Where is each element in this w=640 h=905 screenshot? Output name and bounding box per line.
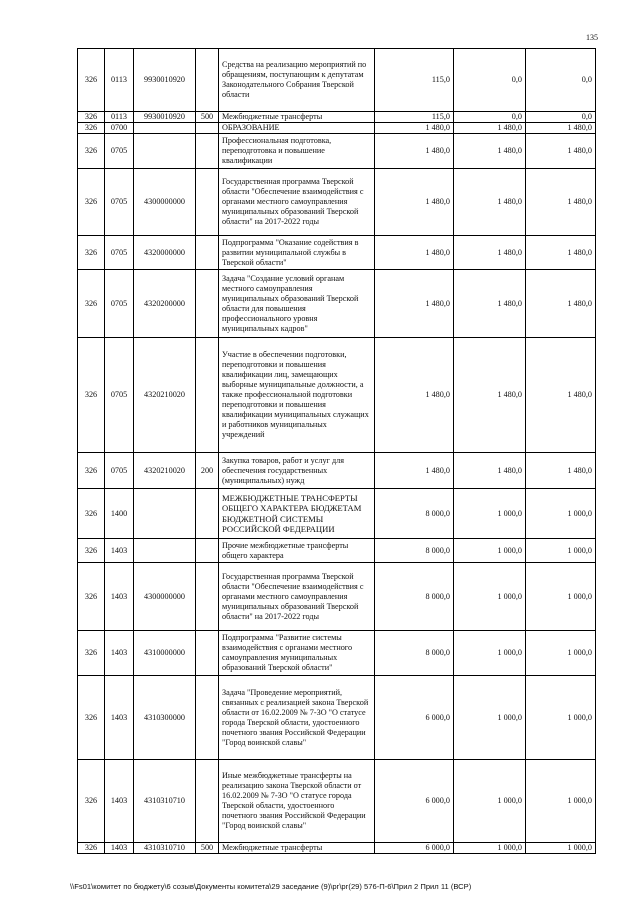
cell-name: Иные межбюджетные трансферты на реализацию закона Тверской области от 16.02.2009 № 7-ЗО "О статусе города Тверской области, удостоенного почетного звания Российской Федерации "Город воинской славы" [219,760,375,843]
table-row [78,843,596,854]
cell-rz: 1403 [105,676,134,760]
table-row [78,134,596,169]
cell-vr: 500 [196,112,219,123]
cell-cs: 4310300000 [134,676,196,760]
cell-cs [134,489,196,539]
cell-sum-3: 1 480,0 [526,453,596,489]
table-row [78,338,596,453]
table-row [78,112,596,123]
cell-sum-3: 1 480,0 [526,169,596,236]
cell-sum-1: 6 000,0 [375,843,454,854]
cell-sum-1: 1 480,0 [375,453,454,489]
cell-cs: 9930010920 [134,49,196,112]
cell-gr: 326 [78,169,105,236]
cell-cs: 9930010920 [134,112,196,123]
table-row [78,453,596,489]
cell-sum-2: 1 000,0 [454,676,526,760]
cell-rz: 0700 [105,123,134,134]
cell-vr: 200 [196,453,219,489]
cell-sum-3: 0,0 [526,112,596,123]
table-row [78,489,596,539]
cell-gr: 326 [78,134,105,169]
cell-sum-3: 1 000,0 [526,539,596,563]
cell-gr: 326 [78,236,105,270]
table-row [78,123,596,134]
cell-name: Прочие межбюджетные трансферты общего характера [219,539,375,563]
cell-sum-3: 1 000,0 [526,676,596,760]
cell-cs [134,134,196,169]
cell-sum-1: 1 480,0 [375,123,454,134]
cell-cs: 4310310710 [134,843,196,854]
cell-gr: 326 [78,49,105,112]
cell-name: МЕЖБЮДЖЕТНЫЕ ТРАНСФЕРТЫ ОБЩЕГО ХАРАКТЕРА БЮДЖЕТАМ БЮДЖЕТНОЙ СИСТЕМЫ РОССИЙСКОЙ ФЕДЕРАЦИИ [219,489,375,539]
cell-rz: 1403 [105,539,134,563]
cell-sum-2: 1 000,0 [454,539,526,563]
cell-gr: 326 [78,539,105,563]
cell-gr: 326 [78,631,105,676]
cell-name: Подпрограмма "Развитие системы взаимодействия с органами местного самоуправления муниципальных образований Тверской области" [219,631,375,676]
cell-sum-2: 1 000,0 [454,760,526,843]
cell-sum-2: 1 480,0 [454,123,526,134]
cell-vr [196,338,219,453]
cell-vr [196,169,219,236]
cell-gr: 326 [78,489,105,539]
cell-cs: 4300000000 [134,169,196,236]
table-row [78,169,596,236]
cell-name: Государственная программа Тверской области "Обеспечение взаимодействия с органами местного самоуправления муниципальных образований Тверской области" на 2017-2022 годы [219,563,375,631]
cell-name: Межбюджетные трансферты [219,112,375,123]
cell-sum-2: 1 480,0 [454,134,526,169]
cell-sum-2: 1 000,0 [454,631,526,676]
cell-name: Подпрограмма "Оказание содействия в развитии муниципальной службы в Тверской области" [219,236,375,270]
cell-sum-2: 0,0 [454,49,526,112]
cell-sum-1: 1 480,0 [375,169,454,236]
table-row [78,236,596,270]
cell-rz: 1403 [105,631,134,676]
cell-sum-1: 1 480,0 [375,338,454,453]
cell-sum-1: 115,0 [375,49,454,112]
footer-file-path: \\Fs01\комитет по бюджету\6 созыв\Документы комитета\29 заседание (9)\рг\рг(29) 576-П-6\Прил 2 Прил 11 (ВСР) [70,882,472,891]
cell-sum-3: 1 480,0 [526,123,596,134]
cell-name: Межбюджетные трансферты [219,843,375,854]
cell-gr: 326 [78,563,105,631]
cell-rz: 1403 [105,843,134,854]
cell-rz: 0113 [105,112,134,123]
cell-vr: 500 [196,843,219,854]
cell-sum-3: 1 480,0 [526,236,596,270]
cell-name: ОБРАЗОВАНИЕ [219,123,375,134]
cell-vr [196,563,219,631]
cell-vr [196,489,219,539]
cell-name: Средства на реализацию мероприятий по обращениям, поступающим к депутатам Законодательного Собрания Тверской области [219,49,375,112]
cell-gr: 326 [78,112,105,123]
cell-cs: 4320000000 [134,236,196,270]
cell-gr: 326 [78,338,105,453]
cell-sum-1: 1 480,0 [375,270,454,338]
cell-name: Профессиональная подготовка, переподготовка и повышение квалификации [219,134,375,169]
table-row [78,539,596,563]
cell-sum-1: 1 480,0 [375,236,454,270]
cell-sum-2: 1 000,0 [454,563,526,631]
cell-sum-1: 6 000,0 [375,760,454,843]
cell-vr [196,539,219,563]
cell-sum-3: 1 480,0 [526,338,596,453]
cell-gr: 326 [78,123,105,134]
cell-rz: 0705 [105,236,134,270]
cell-rz: 0705 [105,453,134,489]
cell-gr: 326 [78,453,105,489]
cell-rz: 0705 [105,134,134,169]
cell-cs [134,539,196,563]
cell-cs: 4300000000 [134,563,196,631]
table-row [78,760,596,843]
cell-sum-2: 1 480,0 [454,169,526,236]
cell-sum-2: 1 000,0 [454,489,526,539]
cell-rz: 0705 [105,169,134,236]
cell-sum-3: 1 480,0 [526,270,596,338]
budget-table [77,48,596,854]
cell-rz: 0113 [105,49,134,112]
cell-sum-2: 1 480,0 [454,270,526,338]
cell-vr [196,760,219,843]
cell-gr: 326 [78,843,105,854]
table-row [78,270,596,338]
cell-sum-1: 8 000,0 [375,539,454,563]
cell-name: Задача "Создание условий органам местного самоуправления муниципальных образований Тверской области для повышения профессионального уровня муниципальных кадров" [219,270,375,338]
cell-sum-3: 1 000,0 [526,563,596,631]
cell-sum-3: 1 480,0 [526,134,596,169]
cell-sum-1: 115,0 [375,112,454,123]
cell-gr: 326 [78,676,105,760]
cell-sum-1: 6 000,0 [375,676,454,760]
cell-cs [134,123,196,134]
cell-sum-2: 1 480,0 [454,338,526,453]
table-row [78,49,596,112]
cell-rz: 1403 [105,760,134,843]
cell-name: Государственная программа Тверской области "Обеспечение взаимодействия с органами местного самоуправления муниципальных образований Тверской области" на 2017-2022 годы [219,169,375,236]
cell-sum-3: 1 000,0 [526,631,596,676]
cell-sum-1: 8 000,0 [375,563,454,631]
cell-sum-1: 8 000,0 [375,631,454,676]
cell-vr [196,270,219,338]
cell-name: Участие в обеспечении подготовки, переподготовки и повышения квалификации лиц, замещающих выборные муниципальные должности, а также профессиональной подготовки переподготовки и повышения квалификации муниципальных служащих и работников муниципальных учреждений [219,338,375,453]
cell-vr [196,49,219,112]
cell-vr [196,631,219,676]
cell-cs: 4310000000 [134,631,196,676]
cell-sum-2: 1 480,0 [454,236,526,270]
cell-sum-2: 1 000,0 [454,843,526,854]
table-row [78,676,596,760]
cell-sum-1: 8 000,0 [375,489,454,539]
cell-cs: 4320210020 [134,453,196,489]
cell-sum-3: 1 000,0 [526,843,596,854]
cell-name: Закупка товаров, работ и услуг для обеспечения государственных (муниципальных) нужд [219,453,375,489]
cell-sum-2: 1 480,0 [454,453,526,489]
cell-sum-3: 0,0 [526,49,596,112]
cell-vr [196,236,219,270]
cell-gr: 326 [78,760,105,843]
page-number: 135 [586,33,598,42]
cell-name: Задача "Проведение мероприятий, связанных с реализацией закона Тверской области от 16.02.2009 № 7-ЗО "О статусе города Тверской области, удостоенного почетного звания Российской Федерации "Город воинской славы" [219,676,375,760]
cell-cs: 4320210020 [134,338,196,453]
cell-rz: 0705 [105,270,134,338]
cell-sum-3: 1 000,0 [526,760,596,843]
cell-vr [196,134,219,169]
cell-rz: 1403 [105,563,134,631]
cell-cs: 4310310710 [134,760,196,843]
cell-rz: 1400 [105,489,134,539]
cell-sum-3: 1 000,0 [526,489,596,539]
cell-sum-1: 1 480,0 [375,134,454,169]
table-row [78,631,596,676]
cell-gr: 326 [78,270,105,338]
cell-sum-2: 0,0 [454,112,526,123]
cell-rz: 0705 [105,338,134,453]
cell-vr [196,676,219,760]
cell-vr [196,123,219,134]
cell-cs: 4320200000 [134,270,196,338]
table-row [78,563,596,631]
